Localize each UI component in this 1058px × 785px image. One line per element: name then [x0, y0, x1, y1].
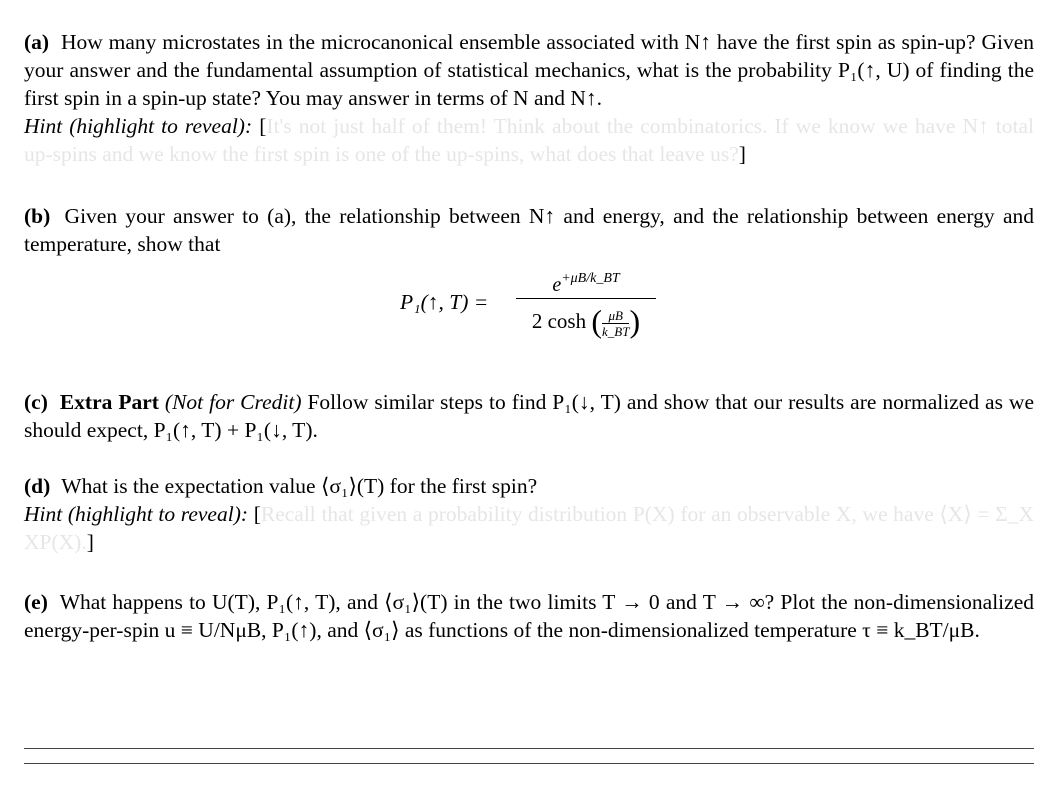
problem-page [24, 28, 1034, 644]
part-d-label: (d) [24, 474, 51, 498]
part-a-hint-label: Hint (highlight to reveal): [24, 114, 253, 138]
equation-fraction [516, 262, 656, 339]
inner-denominator: k_BT [602, 323, 630, 339]
part-e-label: (e) [24, 590, 48, 614]
denominator-prefix: 2 cosh [531, 309, 587, 333]
equation-lhs: P₁(↑, T) = [400, 290, 489, 314]
part-e-text: What happens to U(T), P₁(↑, T), and ⟨σ₁⟩(T) in the two limits T → 0 and T → ∞? Plot the non-dimensionalized energy-per-spin u ≡ U/NμB, P₁(↑), and ⟨σ₁⟩ as functions of the non-dimensionalized temperature τ ≡ k_BT/μB. [24, 590, 1034, 642]
equation-numerator: $e^{+\mu B/k\_BT}$ [552, 271, 620, 296]
fraction-bar [516, 298, 656, 299]
inner-numerator: μB [608, 307, 623, 323]
inner-fraction [602, 309, 629, 338]
part-d-hint: Hint (highlight to reveal): [Recall that given a probability distribution P(X) for an observable X, we have ⟨X⟩ = Σ_X XP(X).] [24, 502, 1034, 554]
part-c-text: Follow similar steps to find P₁(↓, T) and show that our results are normalized as we should expect, P₁(↑, T) + P₁(↓, T). [24, 390, 1035, 442]
part-d-hidden-hint[interactable]: Recall that given a probability distribution P(X) for an observable X, we have ⟨X⟩ = Σ_X XP(X). [24, 502, 1034, 554]
part-b-label: (b) [24, 204, 51, 228]
equation-exponent: +μB/k_BT [561, 271, 620, 286]
part-c-label: (c) [24, 390, 48, 414]
probability-equation [24, 262, 1034, 358]
part-b [24, 202, 1034, 258]
part-a-text: How many microstates in the microcanonical ensemble associated with N↑ have the first spin as spin-up? Given your answer and the fundamental assumption of statistical mechanics, what is the probability P₁(↑, U) of finding the first spin in a spin-up state? You may answer in terms of N and N↑. [24, 30, 1034, 110]
bottom-rule-1 [24, 748, 1034, 749]
part-a-hidden-hint[interactable]: It's not just half of them! Think about the combinatorics. If we know we have N↑ total up-spins and we know the first spin is one of the up-spins, what does that leave us? [24, 114, 1034, 166]
part-d-text: What is the expectation value ⟨σ₁⟩(T) for the first spin? [61, 474, 538, 498]
part-a-label: (a) [24, 30, 50, 54]
part-d [24, 472, 1034, 556]
bottom-rule-2 [24, 763, 1034, 764]
part-a [24, 28, 1034, 168]
part-d-hint-label: Hint (highlight to reveal): [24, 502, 249, 526]
part-c-note: (Not for Credit) [164, 390, 302, 414]
part-b-text: Given your answer to (a), the relationship between N↑ and energy, and the relationship between energy and temperature, show that [24, 204, 1034, 256]
part-c-title: Extra Part [59, 390, 159, 414]
equation-denominator: 2 $\cosh (\frac{\mu B}{k\_BT})$ [531, 303, 641, 339]
part-c [24, 388, 1034, 444]
part-a-hint: Hint (highlight to reveal): [It's not just half of them! Think about the combinatorics. If we know we have N↑ total up-spins and we know the first spin is one of the up-spins, what does that leave us?] [24, 114, 1034, 166]
part-e [24, 588, 1034, 644]
